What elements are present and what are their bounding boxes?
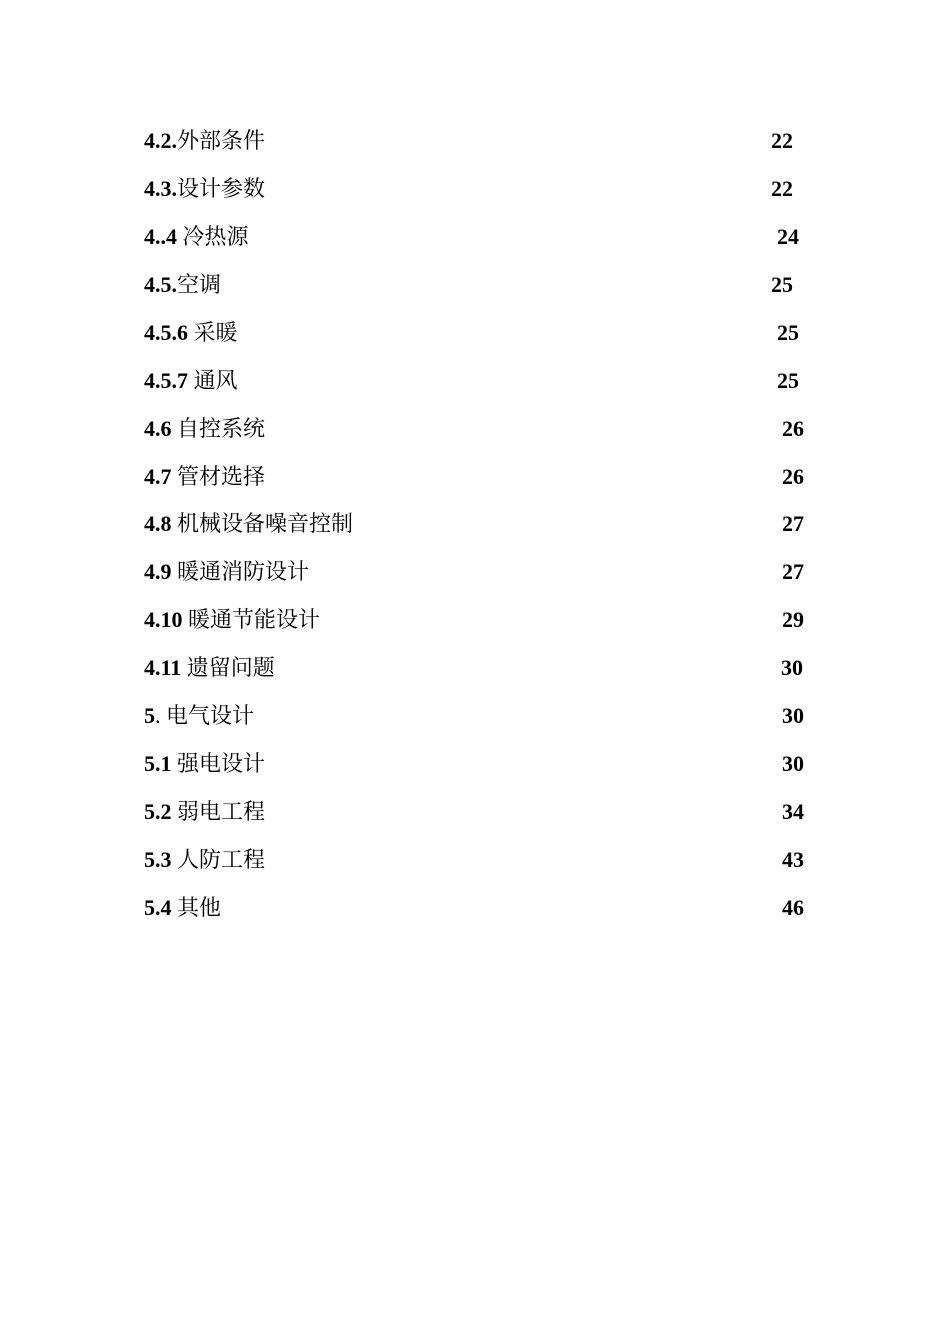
toc-entry-title: 暖通节能设计 <box>182 607 321 632</box>
toc-entry[interactable] <box>144 414 824 444</box>
toc-entry[interactable] <box>144 174 824 204</box>
toc-entry-title: 冷热源 <box>177 224 249 249</box>
toc-entry-page: 29 <box>782 607 804 632</box>
toc-entry[interactable] <box>144 893 824 923</box>
toc-entry[interactable] <box>144 270 824 300</box>
toc-entry-number: 4.9 <box>144 559 172 584</box>
toc-entry-title: 外部条件 <box>177 128 266 153</box>
toc-entry[interactable] <box>144 749 824 779</box>
toc-entry-title: . 电气设计 <box>155 703 255 728</box>
toc-entry-page: 26 <box>782 416 804 441</box>
toc-entry-number: 4.2. <box>144 128 177 153</box>
toc-entry-page: 25 <box>771 272 793 297</box>
toc-entry[interactable] <box>144 701 824 731</box>
toc-entry-page: 30 <box>782 703 804 728</box>
toc-entry[interactable] <box>144 126 824 156</box>
toc-entry-number: 4.8 <box>144 511 172 536</box>
toc-entry[interactable] <box>144 222 824 252</box>
toc-entry-number: 4.3. <box>144 176 177 201</box>
toc-entry[interactable] <box>144 797 824 827</box>
toc-entry-page: 27 <box>782 511 804 536</box>
toc-entry-page: 25 <box>777 320 799 345</box>
toc-entry-title: 人防工程 <box>171 847 266 872</box>
toc-entry-page: 46 <box>782 895 804 920</box>
toc-entry-page: 24 <box>777 224 799 249</box>
toc-entry-title: 机械设备噪音控制 <box>171 511 354 536</box>
toc-entry-page: 26 <box>782 464 804 489</box>
toc-entry-page: 43 <box>782 847 804 872</box>
toc-entry-title: 自控系统 <box>171 416 266 441</box>
toc-entry-page: 34 <box>782 799 804 824</box>
toc-entry-number: 4.11 <box>144 655 182 680</box>
toc-entry-title: 通风 <box>188 368 238 393</box>
toc-entry-number: 5.3 <box>144 847 172 872</box>
toc-entry[interactable] <box>144 462 824 492</box>
toc-entry-page: 27 <box>782 559 804 584</box>
toc-entry-number: 5 <box>144 703 155 728</box>
toc-entry-number: 4..4 <box>144 224 177 249</box>
toc-entry-number: 5.2 <box>144 799 172 824</box>
toc-entry-number: 5.4 <box>144 895 172 920</box>
toc-entry-title: 管材选择 <box>171 464 266 489</box>
toc-entry-title: 空调 <box>177 272 222 297</box>
toc-entry-page: 30 <box>781 655 803 680</box>
toc-entry[interactable] <box>144 557 824 587</box>
toc-entry-page: 25 <box>777 368 799 393</box>
toc-entry[interactable] <box>144 509 824 539</box>
toc-entry-title: 遗留问题 <box>181 655 275 680</box>
toc-entry-number: 4.5. <box>144 272 177 297</box>
toc-entry-number: 5.1 <box>144 751 172 776</box>
toc-entry[interactable] <box>144 318 824 348</box>
toc-entry-title: 设计参数 <box>177 176 266 201</box>
toc-entry-number: 4.7 <box>144 464 172 489</box>
toc-entry-title: 暖通消防设计 <box>171 559 310 584</box>
toc-entry-title: 采暖 <box>188 320 238 345</box>
toc-entry[interactable] <box>144 366 824 396</box>
toc-entry-page: 30 <box>782 751 804 776</box>
toc-entry[interactable] <box>144 653 824 683</box>
toc-entry[interactable] <box>144 845 824 875</box>
toc-entry-number: 4.5.7 <box>144 368 188 393</box>
toc-entry-title: 其他 <box>171 895 222 920</box>
toc-entry-page: 22 <box>771 128 793 153</box>
toc-entry-number: 4.6 <box>144 416 172 441</box>
toc-entry-number: 4.5.6 <box>144 320 188 345</box>
toc-entry[interactable] <box>144 605 824 635</box>
toc-entry-page: 22 <box>771 176 793 201</box>
toc-entry-title: 弱电工程 <box>171 799 266 824</box>
toc-entry-number: 4.10 <box>144 607 183 632</box>
toc-entry-title: 强电设计 <box>171 751 266 776</box>
